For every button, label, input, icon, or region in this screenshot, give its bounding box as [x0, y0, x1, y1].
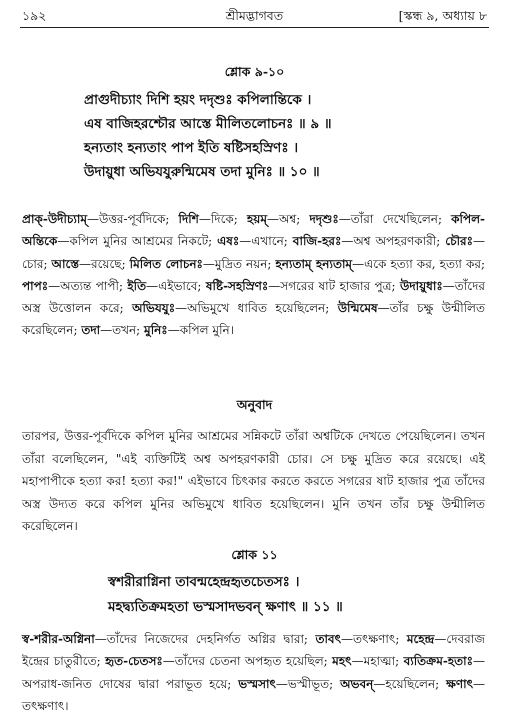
- synonyms-text: প্রাক্-উদীচ্যাম্—উত্তর-পূর্বদিকে; দিশি—দিকে; হয়ম্—অশ্ব; দদৃশুঃ—তাঁরা দেখেছিলেন; কপিল-অন্তিকে—কপিল মুনির আশ্রমের নিকটে; এষঃ—এখানে; বাজি-হরঃ—অশ্ব অপহরণকারী; চৌরঃ—চোর; আস্তে—রয়েছে; মিলিত লোচনঃ—মুদ্রিত নয়ন; হন্যতাম্ হন্যতাম্—একে হত্যা কর, হত্যা কর; পাপঃ—অত্যন্ত পাপী; ইতি—এইভাবে; ষষ্টি-সহস্রিণঃ—সগরের ষাট হাজার পুত্র; উদায়ুধাঃ—তাঁদের অস্ত্র উত্তোলন করে; অভিযযুঃ—অভিমুখে ধাবিত হয়েছিলেন; উন্মিমেষ—তাঁর চক্ষু উন্মীলিত করেছিলেন; তদা—তখন; মুনিঃ—কপিল মুনি।: [22, 212, 486, 338]
- synonym-term: অভবন্: [340, 676, 374, 691]
- translation-line: পেয়েছিলেন। তখন তাঁরা বলেছিলেন, "এই ব্যক্তিটিই অশ্ব অপহরণকারী চোর।: [22, 429, 485, 466]
- synonym-term: ব্যতিক্রম-হতাঃ: [403, 654, 474, 669]
- synonym-meaning: একে হত্যা কর, হত্যা কর: [364, 256, 481, 271]
- synonym-meaning: তাঁদের নিজেদের দেহনির্গত অগ্নির দ্বারা: [106, 632, 304, 646]
- synonym-meaning: অভিমুখে ধাবিত হয়েছিলেন: [187, 301, 326, 316]
- synonym-meaning: কপিল মুনির আশ্রমের নিকটে: [69, 234, 209, 249]
- synonym-term: বাজি-হরঃ: [292, 234, 342, 249]
- translation-line: সে চক্ষু মুদ্রিত করে রয়েছে। এই মহাপাপীকে হত্যা কর! হত্যা কর!" এইভাবে: [22, 451, 485, 488]
- synonym-term: হৃত-চেতসঃ: [105, 654, 163, 669]
- synonyms-paragraph: [22, 628, 485, 717]
- synonym-term: উদায়ুধাঃ: [399, 278, 443, 293]
- synonym-meaning: অশ্ব অপহরণকারী: [353, 234, 437, 249]
- synonym-meaning: উত্তর-পূর্বদিকে: [99, 212, 166, 226]
- synonym-term: স্ব-শরীর-অগ্নিনা: [22, 632, 95, 646]
- synonym-meaning: চোর: [22, 256, 44, 271]
- synonym-meaning: হয়েছিলেন: [385, 676, 436, 691]
- synonym-meaning: তাঁরা দেখেছিলেন: [350, 212, 438, 226]
- verse-line: হন্যতাং হন্যতাং পাপ ইতি ষষ্টিসহস্রিণঃ ।: [84, 140, 299, 156]
- synonyms-text: স্ব-শরীর-অগ্নিনা—তাঁদের নিজেদের দেহনির্গত অগ্নির দ্বারা; তাবৎ—তৎক্ষণাৎ; মহেন্দ্র—দেবরাজ ইন্দ্রের চাতুরীতে; হৃত-চেতসঃ—তাঁদের চেতনা অপহৃত হয়েছিল; মহৎ—মহাত্মা; ব্যতিক্রম-হতাঃ—অপরাধ-জনিত দোষের দ্বারা পরাভূত হয়ে; ভস্মসাৎ—ভস্মীভূত; অভবন্—হয়েছিলেন; ক্ষণাৎ—তৎক্ষণাৎ।: [22, 632, 486, 713]
- synonym-term: মিলিত লোচনঃ: [129, 256, 203, 271]
- synonym-term: পাপঃ: [22, 278, 49, 293]
- synonym-term: ষষ্টি-সহস্রিণঃ: [205, 278, 269, 293]
- synonym-term: উন্মিমেষ: [337, 301, 378, 316]
- synonym-meaning: মুদ্রিত নয়ন: [214, 256, 268, 271]
- book-title: শ্রীমদ্ভাগবত: [225, 8, 284, 23]
- synonym-meaning: এইভাবে: [158, 278, 198, 293]
- header-rule: [20, 27, 489, 28]
- synonym-meaning: তাঁদের চেতনা অপহৃত হয়েছিল: [174, 654, 324, 669]
- translation-line: চিৎকার করতে করতে সগরের ষাট হাজার পুত্র তাঁদের অস্ত্র উদ্যত করে কপিল: [22, 474, 485, 511]
- verse-line: প্রাগুদীচ্যাং দিশি হয়ং দদৃশুঃ কপিলান্তিকে ।: [84, 92, 312, 108]
- synonym-meaning: অপরাধ-জনিত দোষের দ্বারা পরাভূত হয়ে: [22, 676, 228, 691]
- synonym-term: হয়ম্: [246, 212, 268, 226]
- synonym-meaning: কপিল মুনি: [179, 323, 230, 338]
- translation-line: তারপর, উত্তর-পূর্বদিকে কপিল মুনির আশ্রমের সন্নিকটে তাঁরা অশ্বটিকে দেখতে: [22, 429, 391, 443]
- synonym-meaning: তাঁর চক্ষু উন্মীলিত করেছিলেন: [22, 301, 486, 338]
- synonym-meaning: সগরের ষাট হাজার পুত্র: [280, 278, 392, 293]
- synonym-term: ভস্মসাৎ: [238, 676, 276, 691]
- synonym-term: তাবৎ: [315, 632, 342, 646]
- synonym-meaning: দেবরাজ ইন্দ্রের চাতুরীতে: [22, 632, 485, 669]
- synonym-term: চৌরঃ: [445, 234, 473, 249]
- synonym-term: মহৎ: [332, 654, 352, 669]
- synonym-meaning: তাঁদের অস্ত্র উত্তোলন করে: [22, 278, 485, 316]
- synonym-meaning: রয়েছে: [90, 256, 122, 271]
- translation-paragraph: [22, 425, 485, 538]
- synonym-meaning: ভস্মীভূত: [287, 676, 330, 691]
- synonym-term: মুনিঃ: [144, 323, 168, 338]
- verse-label: শ্লোক ৯-১০: [224, 64, 285, 79]
- synonym-term: ইতি: [127, 278, 147, 293]
- synonym-term: ক্ষণাৎ: [446, 676, 474, 691]
- verse-line: মহদ্ব্যতিক্রমহতা ভস্মসাদভবন্ ক্ষণাৎ ॥ ১১ ॥: [108, 599, 343, 615]
- verse-label: শ্লোক ১১: [231, 547, 278, 562]
- verse-line: এষ বাজিহরশ্চৌর আস্তে মীলিতলোচনঃ ॥ ৯ ॥: [84, 116, 332, 132]
- synonym-term: দদৃশুঃ: [309, 212, 339, 226]
- synonym-meaning: এখানে: [251, 234, 284, 249]
- synonym-meaning: তৎক্ষণাৎ: [22, 698, 65, 713]
- translation-heading: অনুবাদ: [236, 397, 273, 412]
- page-number: ১৯২: [22, 8, 47, 23]
- synonym-term: কপিল-অন্তিকে: [22, 212, 486, 249]
- verse-line: উদায়ুধা অভিযযুরুন্মিমেষ তদা মুনিঃ ॥ ১০ ॥: [84, 164, 320, 180]
- synonym-term: এষঃ: [217, 234, 240, 249]
- synonym-term: তদা: [81, 323, 101, 338]
- synonym-meaning: অশ্ব: [279, 212, 297, 226]
- translation-line: মুনির অভিমুখে ধাবিত হয়েছিলেন। মুনি তখন তাঁর চক্ষু উন্মীলিত করেছিলেন।: [22, 496, 485, 533]
- synonym-meaning: তৎক্ষণাৎ: [353, 632, 396, 646]
- synonym-meaning: মহাত্মা: [363, 654, 396, 669]
- synonym-meaning: দিকে: [210, 212, 234, 226]
- synonym-term: প্রাক্-উদীচ্যাম্: [22, 212, 87, 226]
- synonym-term: অভিযযুঃ: [132, 301, 176, 316]
- synonym-meaning: অত্যন্ত পাপী: [60, 278, 119, 293]
- synonym-term: আস্তে: [51, 256, 79, 271]
- translation-text: [22, 425, 485, 538]
- synonyms-paragraph: [22, 208, 485, 342]
- synonym-term: মহেন্দ্র: [406, 632, 435, 646]
- synonym-term: দিশি: [178, 212, 199, 226]
- verse-line: স্বশরীরাগ্নিনা তাবন্মহেন্দ্রহৃতচেতসঃ ।: [108, 574, 300, 590]
- synonym-term: হন্যতাম্ হন্যতাম্: [275, 256, 353, 271]
- synonym-meaning: তখন: [112, 323, 137, 338]
- page-header: [22, 8, 487, 26]
- section-reference: [স্কন্ধ ৯, অধ্যায় ৮: [398, 8, 487, 23]
